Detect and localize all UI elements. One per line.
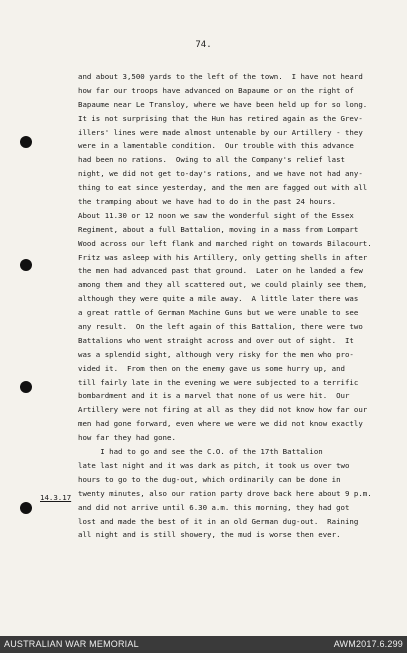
text-line: any result. On the left again of this Battalion, there were two [78,322,363,332]
diary-text [78,70,378,542]
text-line: Fritz was asleep with his Artillery, only getting shells in after [78,252,368,262]
text-line: illers' lines were made almost untenable by our Artillery - they [78,127,363,137]
punch-hole [20,502,32,514]
text-line: Wood across our left flank and marched right on towards Bilacourt. [78,238,372,248]
text-line: I had to go and see the C.O. of the 17th Battalion [78,447,323,457]
text-line: how far our troops have advanced on Bapaume or on the right of [78,85,354,95]
text-line: hours to go to the dug-out, which ordinarily can be done in [78,474,341,484]
punch-hole [20,259,32,271]
footer-bar [0,636,407,653]
text-line: night, we did not get to-day's rations, and we have not had any- [78,169,363,179]
margin-date: 14.3.17 [40,493,72,502]
text-line: men had gone forward, even where we were we did not know exactly [78,419,363,429]
text-line: the men had advanced past that ground. Later on he landed a few [78,266,363,276]
text-line: a great rattle of German Machine Guns but we were unable to see [78,308,359,318]
text-line: It is not surprising that the Hun has retired again as the Grev- [78,113,363,123]
footer-accession-number: AWM2017.6.299 [333,639,403,649]
punch-hole [20,381,32,393]
page-number: 74. [195,40,212,50]
text-line: late last night and it was dark as pitch, it took us over two [78,460,350,470]
text-line: Regiment, about a full Battalion, moving in a mass from Lompart [78,224,359,234]
text-line: About 11.30 or 12 noon we saw the wonderful sight of the Essex [78,210,354,220]
text-line: although they were quite a mile away. A little later there was [78,294,359,304]
text-line: had been no rations. Owing to all the Company's relief last [78,155,345,165]
text-line: was a splendid sight, although very risky for the men who pro- [78,349,354,359]
text-line: till fairly late in the evening we were subjected to a terrific [78,377,359,387]
text-line: Bapaume near Le Transloy, where we have been held up for so long. [78,99,368,109]
text-line: bombardment and it is a marvel that none of us were hit. Our [78,391,350,401]
text-line: how far they had gone. [78,433,176,443]
text-line: vided it. From then on the enemy gave us some hurry up, and [78,363,345,373]
text-line: all night and is still showery, the mud is worse then ever. [78,530,341,540]
text-line: thing to eat since yesterday, and the men are fagged out with all [78,183,368,193]
text-line: and did not arrive until 6.30 a.m. this morning, they had got [78,502,350,512]
text-line: among them and they all scattered out, we could plainly see them, [78,280,368,290]
text-line: Artillery were not firing at all as they did not know how far our [78,405,368,415]
text-line: Battalions who went straight across and over out of sight. It [78,335,354,345]
text-line: lost and made the best of it in an old German dug-out. Raining [78,516,359,526]
text-line: were in a lamentable condition. Our trouble with this advance [78,141,354,151]
text-line: and about 3,500 yards to the left of the town. I have not heard [78,72,363,81]
text-line: the tramping about we have had to do in the past 24 hours. [78,197,337,207]
text-line: twenty minutes, also our ration party drove back here about 9 p.m. [78,488,372,498]
punch-hole [20,136,32,148]
footer-institution: AUSTRALIAN WAR MEMORIAL [4,639,139,649]
